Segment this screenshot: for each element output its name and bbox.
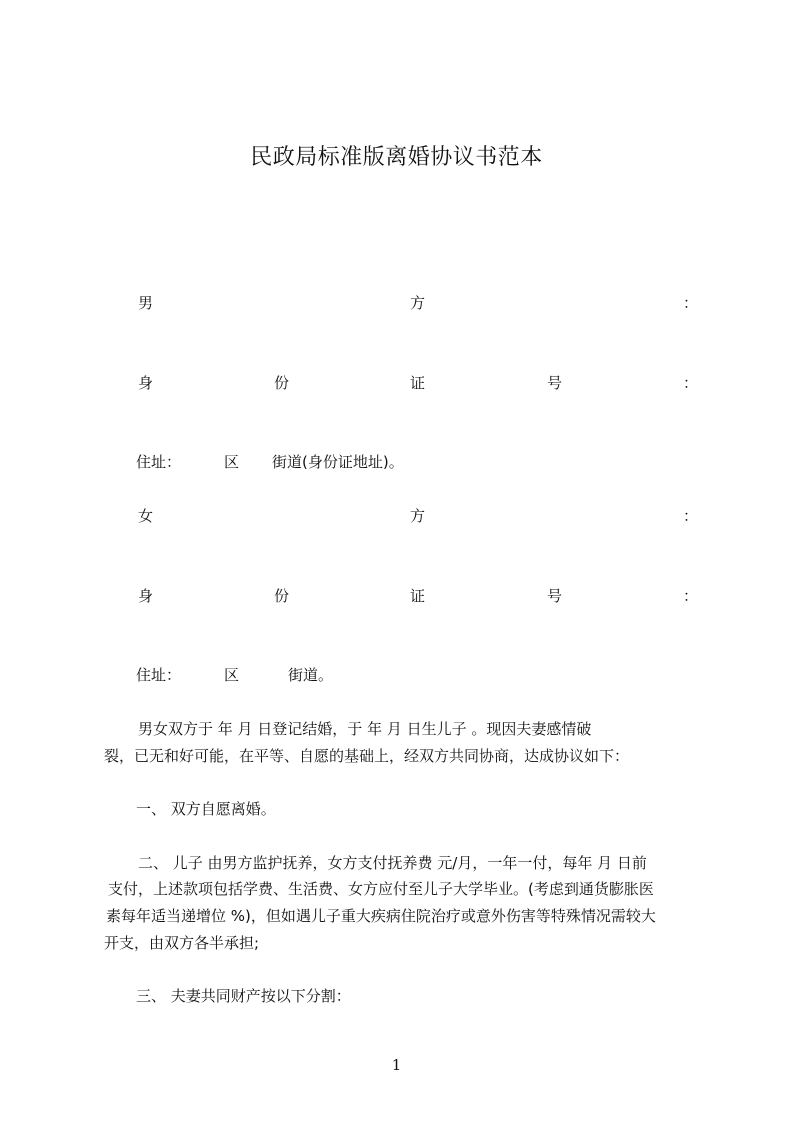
female-label-char-1: 女 bbox=[138, 507, 154, 525]
male-address-district: 区 bbox=[224, 453, 240, 471]
clause-2-line-2: 支付，上述款项包括学费、生活费、女方应付至儿子大学毕业。(考虑到通货膨胀医 bbox=[108, 880, 654, 898]
male-id-char-1: 身 bbox=[138, 374, 154, 392]
female-address-label: 住址： bbox=[136, 666, 182, 684]
male-id-char-2: 份 bbox=[274, 374, 290, 392]
clause-2-line-4: 开支，由双方各半承担; bbox=[104, 934, 260, 952]
female-id-colon: ： bbox=[683, 587, 699, 605]
female-label-colon: ： bbox=[683, 507, 699, 525]
male-id-char-3: 证 bbox=[410, 374, 426, 392]
male-id-colon: ： bbox=[683, 374, 699, 392]
male-label-char-1: 男 bbox=[138, 294, 154, 312]
male-id-char-4: 号 bbox=[547, 374, 563, 392]
male-label-char-2: 方 bbox=[410, 294, 426, 312]
clause-2-line-3: 素每年适当递增位 %)，但如遇儿子重大疾病住院治疗或意外伤害等特殊情况需较大 bbox=[106, 907, 656, 925]
female-address-street: 街道。 bbox=[288, 666, 334, 684]
female-id-char-1: 身 bbox=[138, 587, 154, 605]
intro-line-2: 裂，已无和好可能，在平等、自愿的基础上，经双方共同协商，达成协议如下： bbox=[104, 747, 630, 765]
male-label-colon: ： bbox=[683, 294, 699, 312]
page-number: 1 bbox=[391, 1056, 402, 1074]
male-address-label: 住址： bbox=[136, 453, 182, 471]
intro-line-1: 男女双方于 年 月 日登记结婚，于 年 月 日生儿子 。现因夫妻感情破 bbox=[138, 720, 592, 738]
female-id-char-4: 号 bbox=[547, 587, 563, 605]
clause-3: 三、 夫妻共同财产按以下分割： bbox=[136, 987, 351, 1005]
female-id-char-2: 份 bbox=[274, 587, 290, 605]
female-address-district: 区 bbox=[224, 666, 240, 684]
clause-1: 一、 双方自愿离婚。 bbox=[136, 800, 276, 818]
male-address-street: 街道(身份证地址)。 bbox=[272, 453, 404, 471]
female-label-char-2: 方 bbox=[410, 507, 426, 525]
document-title: 民政局标准版离婚协议书范本 bbox=[250, 145, 543, 170]
clause-2-line-1: 二、 儿子 由男方监护抚养，女方支付抚养费 元/月，一年一付，每年 月 日前 bbox=[138, 854, 647, 872]
female-id-char-3: 证 bbox=[410, 587, 426, 605]
